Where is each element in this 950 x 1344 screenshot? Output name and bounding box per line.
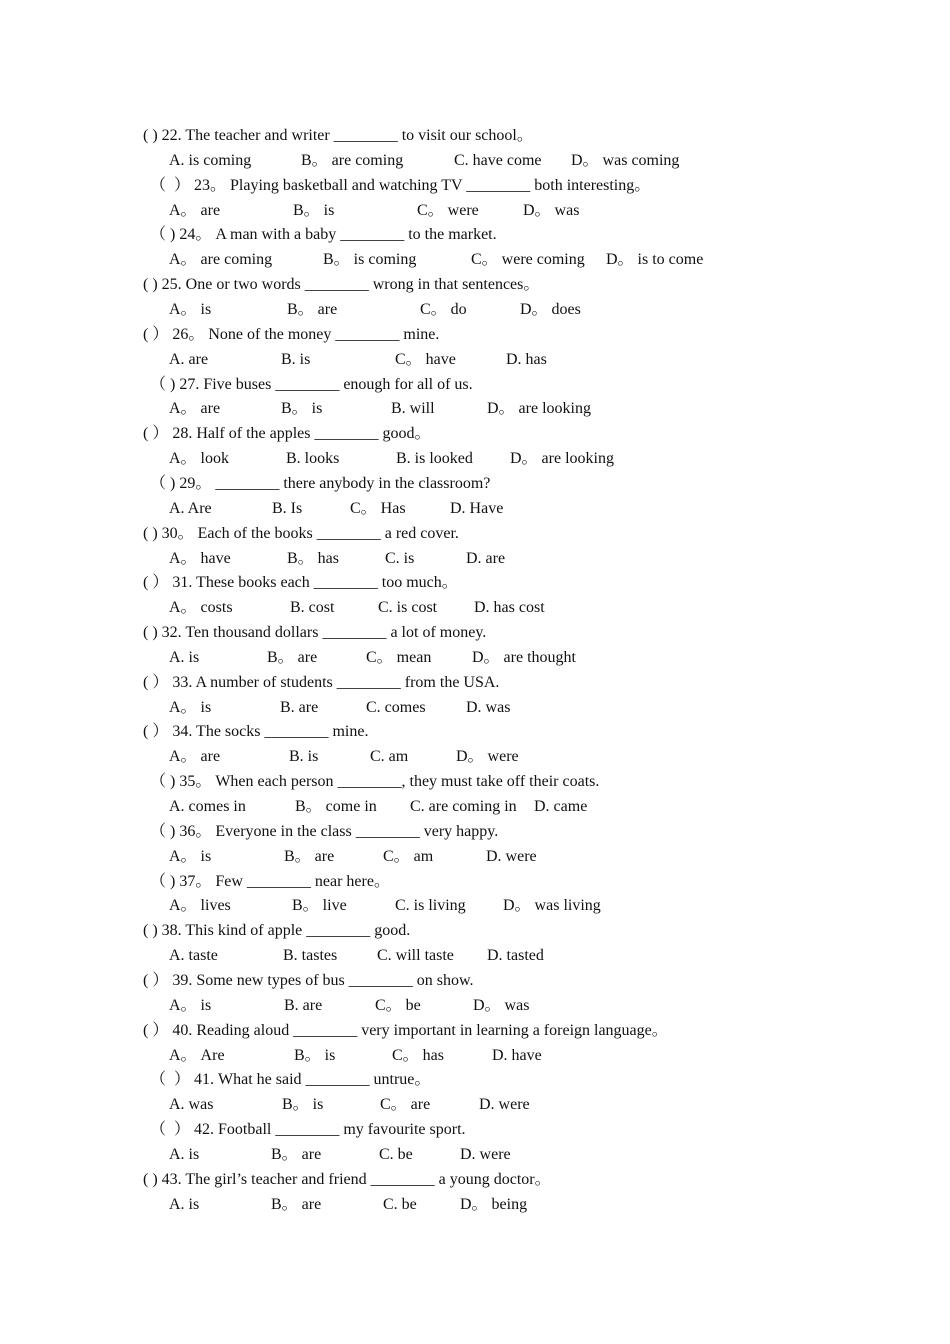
- answer-option: A. is: [169, 1145, 200, 1163]
- answer-option: A. are: [169, 350, 209, 368]
- answer-option: B。 is coming: [323, 251, 417, 269]
- answer-option: D. Have: [450, 499, 504, 517]
- answer-option: B. are: [284, 996, 323, 1014]
- answer-option: A. is coming: [169, 151, 252, 169]
- answer-option: A. taste: [169, 947, 218, 965]
- answer-option: C。 mean: [366, 648, 432, 666]
- question-stem: （ ） 23。 Playing basketball and watching TV ________ both interesting。: [150, 176, 651, 194]
- answer-option: B。 come in: [295, 798, 377, 815]
- answer-option: B。 live: [292, 897, 347, 915]
- answer-option: D. was: [466, 698, 511, 716]
- answer-option: B. is: [289, 748, 319, 766]
- answer-option: C。 do: [420, 301, 467, 318]
- answer-option: D。 is to come: [606, 251, 704, 269]
- answer-option: D. are: [466, 549, 506, 567]
- answer-option: D. were: [479, 1096, 530, 1114]
- answer-option: B。 are: [287, 301, 338, 318]
- answer-option: D。 was: [523, 201, 580, 219]
- question-stem: ( ） 31. These books each ________ too much。: [143, 574, 458, 592]
- answer-option: C. is: [385, 549, 415, 567]
- answer-option: D。 was: [473, 996, 530, 1014]
- question-stem: （ ） 41. What he said ________ untrue。: [150, 1071, 431, 1089]
- answer-option: A。 are coming: [169, 251, 273, 269]
- question-stem: ( ) 22. The teacher and writer ________ to visit our school。: [143, 127, 533, 144]
- question-stem: ( ） 26。 None of the money ________ mine.: [143, 325, 440, 343]
- answer-option: B. is: [281, 350, 311, 368]
- answer-option: C. is cost: [378, 599, 438, 617]
- answer-option: C。 am: [383, 847, 434, 865]
- answer-option: B。 is: [294, 1046, 336, 1064]
- question-stem: ( ) 32. Ten thousand dollars ________ a lot of money.: [143, 624, 487, 641]
- answer-option: A。 Are: [169, 1046, 225, 1064]
- answer-option: C。 has: [392, 1046, 445, 1064]
- answer-option: B。 is: [282, 1096, 324, 1114]
- answer-option: D. has cost: [474, 599, 545, 617]
- answer-option: B. tastes: [283, 947, 338, 965]
- question-stem: ( ) 30。 Each of the books ________ a red cover.: [143, 524, 459, 542]
- answer-option: D. were: [486, 847, 537, 865]
- question-stem: ( ） 40. Reading aloud ________ very important in learning a foreign language。: [143, 1021, 668, 1039]
- answer-option: C. be: [379, 1145, 413, 1163]
- answer-option: D。 were: [456, 748, 519, 766]
- answer-option: D。 was coming: [571, 151, 680, 169]
- answer-option: A。 costs: [169, 599, 233, 617]
- answer-option: C。 are: [380, 1096, 431, 1114]
- answer-option: B。 is: [293, 201, 335, 219]
- question-stem: （ ) 29。 ________ there anybody in the classroom?: [150, 474, 491, 492]
- answer-option: A。 are: [169, 400, 221, 418]
- answer-option: B。 has: [287, 549, 340, 567]
- answer-option: C. are coming in: [410, 798, 517, 815]
- answer-option: A。 are: [169, 201, 221, 219]
- answer-option: B. are: [280, 698, 319, 716]
- answer-option: C. will taste: [377, 947, 454, 965]
- answer-option: B。 are coming: [301, 151, 404, 169]
- answer-option: D。 was living: [503, 897, 601, 915]
- question-stem: ( ) 43. The girl’s teacher and friend ________ a young doctor。: [143, 1170, 551, 1188]
- answer-option: A. is: [169, 648, 200, 666]
- question-stem: ( ) 25. One or two words ________ wrong in that sentences。: [143, 276, 540, 294]
- answer-option: C. be: [383, 1195, 417, 1213]
- question-stem: ( ) 38. This kind of apple ________ good.: [143, 922, 411, 940]
- answer-option: C. comes: [366, 698, 426, 716]
- question-stem: ( ） 33. A number of students ________ from the USA.: [143, 673, 500, 691]
- answer-option: B。 is: [281, 400, 323, 418]
- answer-option: D。 are looking: [487, 400, 591, 418]
- answer-option: D。 are thought: [472, 648, 576, 666]
- question-stem: （ ） 42. Football ________ my favourite sport.: [150, 1121, 466, 1138]
- answer-option: D. were: [460, 1145, 511, 1163]
- answer-option: C。 have: [395, 350, 456, 368]
- answer-option: A。 have: [169, 549, 231, 567]
- answer-option: C。 be: [375, 996, 421, 1014]
- answer-option: A. is: [169, 1195, 200, 1213]
- answer-option: B. Is: [272, 499, 303, 517]
- answer-option: B。 are: [271, 1195, 322, 1213]
- answer-option: B。 are: [284, 847, 335, 865]
- question-stem: ( ） 34. The socks ________ mine.: [143, 723, 369, 741]
- answer-option: B。 are: [267, 648, 318, 666]
- question-stem: （ ) 35。 When each person ________, they must take off their coats.: [150, 773, 600, 791]
- answer-option: C. am: [370, 748, 409, 766]
- question-stem: ( ） 28. Half of the apples ________ good。: [143, 425, 431, 443]
- answer-option: B. looks: [286, 450, 340, 468]
- answer-option: A. was: [169, 1096, 214, 1114]
- answer-option: C. is living: [395, 897, 466, 915]
- answer-option: A。 is: [169, 996, 212, 1014]
- answer-option: B. is looked: [396, 450, 473, 468]
- question-stem: （ ) 27. Five buses ________ enough for all of us.: [150, 375, 473, 393]
- answer-option: A。 lives: [169, 897, 231, 915]
- answer-option: C。 were: [417, 201, 479, 219]
- answer-option: A. comes in: [169, 798, 246, 815]
- question-stem: （ ) 24。 A man with a baby ________ to the market.: [150, 226, 497, 244]
- answer-option: A. Are: [169, 499, 212, 517]
- answer-option: A。 is: [169, 847, 212, 865]
- answer-option: D. have: [492, 1046, 542, 1064]
- answer-option: A。 is: [169, 698, 212, 716]
- answer-option: A。 look: [169, 450, 230, 468]
- answer-option: A。 is: [169, 301, 212, 318]
- answer-option: C。 Has: [350, 499, 406, 517]
- answer-option: A。 are: [169, 748, 221, 766]
- answer-option: D。 are looking: [510, 450, 614, 468]
- answer-option: D。 does: [520, 301, 581, 318]
- answer-option: B. cost: [290, 599, 335, 617]
- answer-option: B. will: [391, 400, 435, 418]
- question-stem: （ ) 37。 Few ________ near here。: [150, 872, 390, 890]
- answer-option: C. have come: [454, 151, 542, 169]
- answer-option: B。 are: [271, 1145, 322, 1163]
- answer-option: D. came: [534, 798, 588, 815]
- question-stem: （ ) 36。 Everyone in the class ________ very happy.: [150, 822, 499, 840]
- answer-option: C。 were coming: [471, 251, 585, 269]
- answer-option: D。 being: [460, 1195, 528, 1213]
- question-stem: ( ） 39. Some new types of bus ________ on show.: [143, 971, 474, 989]
- answer-option: D. has: [506, 350, 547, 368]
- answer-option: D. tasted: [487, 947, 544, 965]
